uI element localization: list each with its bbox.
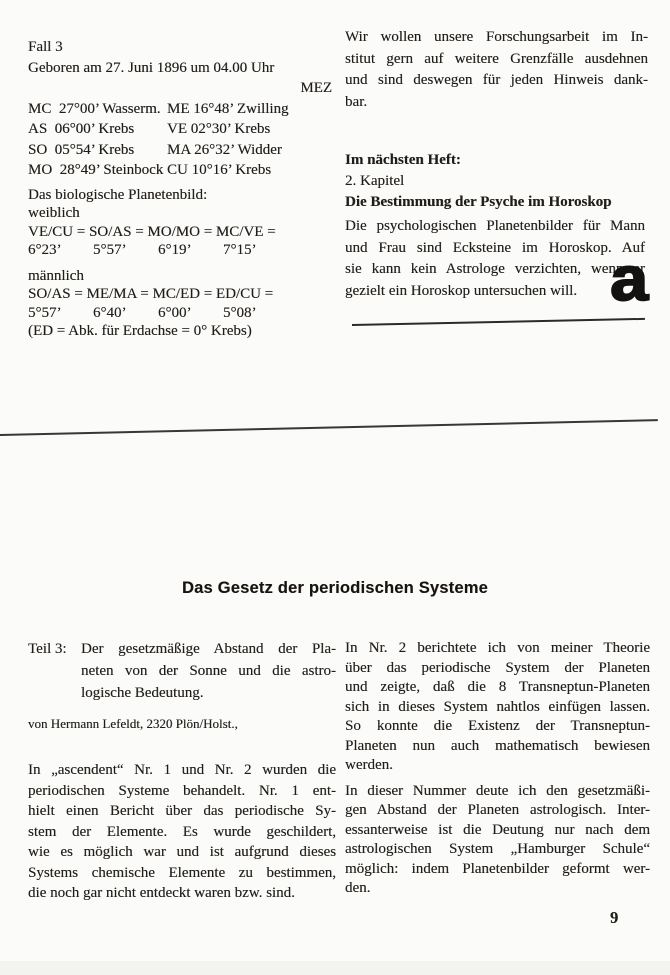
position-cell: SO 05°54’ Krebs [28, 141, 135, 158]
text-line: So konnte die Existenz der Transneptun- [345, 718, 650, 734]
birth-line: Geboren am 27. Juni 1896 um 04.00 Uhr [28, 59, 275, 76]
text-line: die noch gar nicht entdeckt waren bzw. sind. [28, 885, 295, 901]
text-line: über das periodische System der Planeten [345, 659, 650, 676]
section-divider-rule [0, 419, 658, 436]
author-byline: von Hermann Lefeldt, 2320 Plön/Holst., [28, 716, 238, 731]
case-title: Fall 3 [28, 39, 63, 55]
case-data-block [28, 37, 334, 341]
biological-planetenbild [28, 186, 334, 341]
position-row [28, 160, 334, 181]
position-cell: CU 10°16’ Krebs [167, 162, 272, 178]
value-cell: 5°57’ [93, 242, 127, 258]
next-issue-block [345, 150, 648, 302]
text-line: sie kann kein Astrologe verzichten, wenn er [345, 261, 645, 277]
position-cell: MC 27°00’ Wasserm. [28, 100, 161, 117]
male-label: männlich [28, 267, 84, 284]
position-row [28, 140, 334, 161]
text-line: werden. [345, 757, 393, 773]
text-line: und zeigte, daß die 8 Transneptun-Planeten [345, 679, 650, 695]
text-line: astrologischen System „Hamburger Schule“ [345, 841, 650, 857]
article-heading: Das Gesetz der periodischen Systeme [182, 579, 488, 597]
article-right-column [345, 639, 650, 899]
position-cell: ME 16°48’ Zwilling [167, 100, 289, 117]
value-cell: 6°40’ [93, 304, 127, 321]
text-line: In Nr. 2 berichtete ich von meiner Theorie [345, 640, 650, 656]
text-line: möglich: indem Planetenbilder geformt wer- [345, 860, 650, 877]
text-line: stitut gern auf weitere Grenzfälle ausdehnen [345, 50, 648, 67]
text-line: den. [345, 880, 371, 896]
part-heading [28, 638, 336, 704]
article-paragraph [345, 639, 650, 776]
position-row [28, 119, 334, 140]
position-cell: MO 28°49’ Steinbock [28, 162, 164, 178]
female-formula: VE/CU = SO/AS = MO/MO = MC/VE = [28, 223, 276, 240]
position-cell: AS 06°00’ Krebs [28, 121, 135, 137]
text-line: Wir wollen unsere Forschungsarbeit im In- [345, 29, 648, 45]
male-group [28, 267, 334, 323]
value-cell: 5°57’ [28, 304, 62, 321]
next-issue-title: Die Bestimmung der Psyche im Horoskop [345, 194, 612, 210]
planet-positions-table [28, 99, 334, 181]
male-formula: SO/AS = ME/MA = MC/ED = ED/CU = [28, 286, 274, 302]
next-issue-paragraph [345, 216, 645, 302]
next-issue-chapter: 2. Kapitel [345, 173, 405, 189]
part-title [81, 638, 336, 704]
text-line: hielt einen Bericht über das periodische Sy- [28, 803, 336, 819]
text-line: Planeten nun auch mathematisch bewiesen [345, 737, 650, 754]
text-line: Der gesetzmäßige Abstand der Pla- [81, 641, 336, 657]
article-paragraph [28, 760, 336, 904]
text-line: gezielt ein Horoskop untersuchen will. [345, 282, 578, 299]
text-line: Die psychologischen Planetenbilder für Mann [345, 218, 645, 234]
text-line: und sind deswegen für jeden Hinweis dank- [345, 72, 648, 88]
female-values [28, 241, 334, 260]
text-line: wie es möglich war und ist aufgrund dieses [28, 844, 336, 860]
text-line: periodischen Systeme behandelt. Nr. 1 ent- [28, 782, 336, 799]
ed-abbreviation-note: (ED = Abk. für Erdachse = 0° Krebs) [28, 323, 252, 339]
value-cell: 6°00’ [158, 304, 192, 321]
text-line: Systems chemische Elemente zu bestimmen, [28, 864, 336, 881]
male-values [28, 304, 334, 323]
text-line: In „ascendent“ Nr. 1 und Nr. 2 wurden die [28, 762, 336, 778]
position-cell: VE 02°30’ Krebs [167, 121, 271, 137]
article-left-column [28, 638, 336, 904]
female-group [28, 204, 334, 260]
article-paragraph [345, 782, 650, 899]
scan-edge-shadow [0, 961, 670, 975]
timezone-label: MEZ [300, 80, 332, 96]
planetenbild-title: Das biologische Planetenbild: [28, 186, 208, 203]
text-line: sich in dieses System nahtlos einfügen lassen. [345, 698, 650, 715]
text-line: stem der Elemente. Es wurde geschildert, [28, 823, 336, 840]
text-line: gen Abstand der Planeten astrologisch. Inter- [345, 802, 650, 818]
ascendent-logo-letter: a [609, 245, 648, 314]
next-issue-label: Im nächsten Heft: [345, 152, 461, 168]
text-line: In dieser Nummer deute ich den gesetzmäßi- [345, 782, 650, 799]
top-right-column [345, 27, 648, 314]
value-cell: 7°15’ [223, 242, 257, 258]
page-number: 9 [610, 908, 619, 927]
female-label: weiblich [28, 205, 80, 221]
position-cell: MA 26°32’ Widder [167, 141, 282, 158]
position-row [28, 99, 334, 120]
research-paragraph [345, 27, 648, 113]
value-cell: 6°19’ [158, 242, 192, 258]
text-line: bar. [345, 93, 368, 110]
value-cell: 5°08’ [223, 304, 257, 321]
text-line: und Frau sind Ecksteine im Horoskop. Auf [345, 239, 645, 256]
part-label: Teil 3: [28, 641, 67, 657]
column-divider-rule [352, 318, 645, 326]
text-line: logische Bedeutung. [81, 685, 204, 701]
value-cell: 6°23’ [28, 242, 62, 258]
text-line: essanterweise ist die Deutung nur nach dem [345, 821, 650, 838]
text-line: neten von der Sonne und die astro- [81, 663, 336, 679]
